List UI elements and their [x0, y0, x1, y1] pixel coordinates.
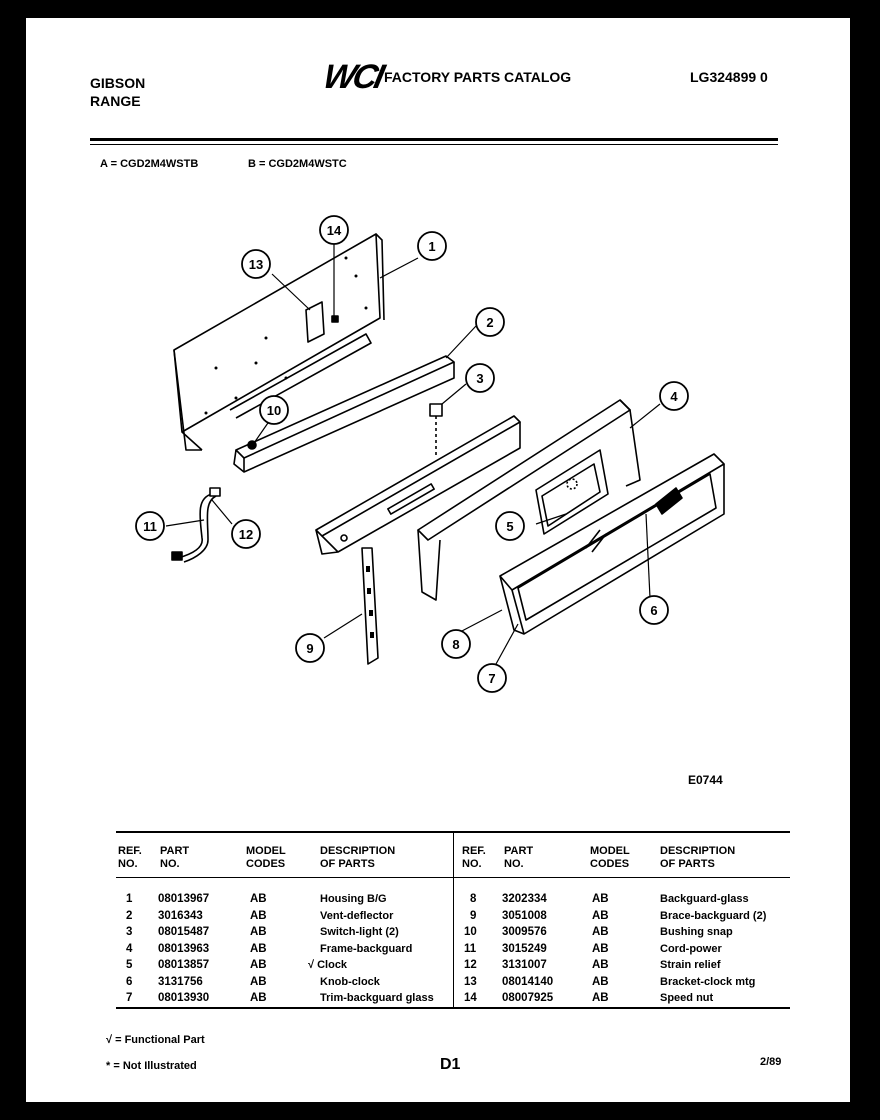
table-cell: 3015249: [502, 942, 547, 955]
table-cell: AB: [250, 975, 267, 988]
table-cell: AB: [592, 942, 609, 955]
table-cell: AB: [592, 975, 609, 988]
exploded-parts-diagram: [26, 18, 850, 818]
svg-text:6: 6: [650, 603, 658, 618]
header-ref-left: REF. NO.: [118, 845, 142, 870]
svg-text:11: 11: [143, 519, 157, 534]
callout-1: [418, 232, 446, 260]
svg-text:10: 10: [266, 403, 282, 418]
table-cell: 5: [126, 959, 133, 971]
table-cell: Switch-light (2): [320, 926, 399, 938]
table-cell: AB: [592, 926, 609, 938]
table-cell: AB: [250, 909, 267, 922]
table-cell: Strain relief: [660, 959, 721, 971]
svg-text:3: 3: [476, 371, 484, 386]
table-cell: 3016343: [158, 909, 203, 922]
table-cell: 14: [464, 992, 477, 1004]
header-model-right: MODEL CODES: [590, 845, 630, 870]
table-cell: 2: [126, 909, 133, 922]
svg-text:5: 5: [506, 519, 514, 534]
svg-text:4: 4: [670, 389, 678, 404]
table-cell: 3131756: [158, 975, 203, 988]
table-cell: AB: [592, 992, 609, 1004]
functional-part-note: √ = Functional Part: [106, 1034, 205, 1046]
table-cell: 8: [470, 893, 477, 905]
table-cell: Brace-backguard (2): [660, 909, 767, 922]
part-frame-backguard: [418, 400, 640, 600]
table-cell: Backguard-glass: [660, 893, 749, 905]
callout-11: [136, 512, 164, 540]
table-cell: AB: [592, 909, 609, 922]
callout-group: [136, 216, 688, 692]
table-cell: AB: [250, 926, 267, 938]
column-part-right: [502, 891, 553, 1007]
table-cell: 1: [126, 893, 133, 905]
table-cell: 08014140: [502, 975, 554, 988]
table-cell: 08015487: [158, 926, 210, 938]
header-model-left: MODEL CODES: [246, 845, 286, 870]
table-cell: AB: [592, 893, 609, 905]
column-desc-left: [308, 891, 434, 1007]
callout-9: [296, 634, 324, 662]
diagram-code: E0744: [688, 773, 723, 787]
callout-14: [320, 216, 348, 244]
callout-4: [660, 382, 688, 410]
svg-text:8: 8: [452, 637, 460, 652]
svg-text:12: 12: [238, 527, 254, 542]
part-cord-power: [172, 488, 220, 562]
table-cell: 6: [126, 975, 133, 988]
column-ref-right: [464, 891, 477, 1007]
table-cell: AB: [250, 942, 267, 955]
svg-text:2: 2: [486, 315, 494, 330]
part-brace-backguard: [362, 548, 378, 664]
table-cell: 3202334: [502, 893, 547, 905]
svg-text:13: 13: [248, 257, 264, 272]
table-cell: AB: [250, 992, 267, 1004]
header-part-left: PART NO.: [160, 845, 190, 870]
table-cell: 13: [464, 975, 477, 988]
callout-3: [466, 364, 494, 392]
table-cell: 08013967: [158, 893, 210, 905]
callout-6: [640, 596, 668, 624]
column-ref-left: [126, 891, 132, 1007]
part-switch-light: [430, 404, 442, 458]
product-type: RANGE: [90, 93, 141, 109]
svg-text:9: 9: [306, 641, 314, 656]
table-cell: 9: [470, 909, 477, 922]
table-cell: 08013930: [158, 992, 210, 1004]
callout-7: [478, 664, 506, 692]
table-cell: 7: [126, 992, 133, 1004]
svg-text:1: 1: [428, 239, 436, 254]
table-cell: 11: [464, 942, 477, 955]
callout-13: [242, 250, 270, 278]
callout-2: [476, 308, 504, 336]
table-cell: 3131007: [502, 959, 547, 971]
table-cell: Speed nut: [660, 992, 714, 1004]
table-cell: Vent-deflector: [320, 909, 394, 922]
table-cell: Trim-backguard glass: [320, 992, 434, 1004]
callout-8: [442, 630, 470, 658]
table-cell: 4: [126, 942, 133, 955]
model-a: A = CGD2M4WSTB: [100, 158, 199, 170]
wci-logo: WCI: [319, 58, 386, 96]
table-cell: AB: [592, 959, 609, 971]
table-cell: AB: [250, 959, 267, 971]
table-cell: 3: [126, 926, 133, 938]
revision-date: 2/89: [760, 1056, 782, 1068]
table-cell: Housing B/G: [320, 893, 387, 905]
header-ref-right: REF. NO.: [462, 845, 486, 870]
table-cell: √ Clock: [308, 959, 348, 971]
table-rule-bottom: [116, 1007, 790, 1009]
header-desc-right: DESCRIPTION OF PARTS: [660, 845, 736, 870]
header-part-right: PART NO.: [504, 845, 534, 870]
catalog-title: FACTORY PARTS CATALOG: [384, 69, 572, 85]
catalog-page: [26, 18, 850, 1102]
column-model-right: [592, 891, 609, 1007]
model-b: B = CGD2M4WSTC: [248, 158, 347, 170]
table-cell: 08007925: [502, 992, 554, 1004]
table-column-divider: [453, 833, 454, 1007]
table-cell: 10: [464, 926, 477, 938]
callout-10: [260, 396, 288, 424]
table-cell: 3009576: [502, 926, 547, 938]
table-cell: AB: [250, 893, 267, 905]
callout-12: [232, 520, 260, 548]
column-part-left: [158, 891, 209, 1007]
table-cell: 12: [464, 959, 477, 971]
part-trim-backguard-glass: [500, 454, 724, 634]
table-cell: 3051008: [502, 909, 547, 922]
table-cell: Frame-backguard: [320, 942, 413, 955]
callout-5: [496, 512, 524, 540]
svg-text:14: 14: [326, 223, 342, 238]
svg-text:7: 7: [488, 671, 496, 686]
page-code: D1: [440, 1056, 461, 1073]
table-cell: Knob-clock: [320, 975, 380, 988]
column-model-left: [250, 891, 267, 1007]
brand-name: GIBSON: [90, 75, 146, 91]
not-illustrated-note: * = Not Illustrated: [106, 1060, 197, 1072]
header-desc-left: DESCRIPTION OF PARTS: [320, 845, 396, 870]
table-cell: 08013857: [158, 959, 210, 971]
table-cell: 08013963: [158, 942, 210, 955]
table-cell: Cord-power: [660, 942, 722, 955]
column-desc-right: [660, 891, 766, 1007]
table-cell: Bracket-clock mtg: [660, 975, 756, 988]
table-cell: Bushing snap: [660, 926, 733, 938]
catalog-code: LG324899 0: [690, 69, 768, 85]
